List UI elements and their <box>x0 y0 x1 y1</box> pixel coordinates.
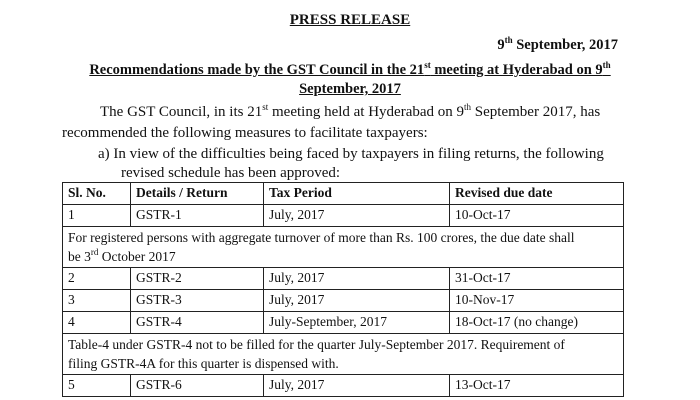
cell-due-date: 10-Nov-17 <box>450 290 624 312</box>
note-cell: For registered persons with aggregate turnover of more than Rs. 100 crores, the due date shall be 3rd October 2017 <box>63 227 624 268</box>
cell-due-date: 31-Oct-17 <box>450 268 624 290</box>
table-row <box>63 312 624 334</box>
header-details: Details / Return <box>131 183 264 205</box>
cell-tax-period: July, 2017 <box>264 290 450 312</box>
header-tax-period: Tax Period <box>264 183 450 205</box>
cell-sl-no: 3 <box>63 290 131 312</box>
item-a-line-1: a) In view of the difficulties being faced by taxpayers in filing returns, the following <box>98 146 604 162</box>
cell-sl-no: 1 <box>63 205 131 227</box>
table-row <box>63 268 624 290</box>
table-row <box>63 290 624 312</box>
cell-return: GSTR-2 <box>131 268 264 290</box>
cell-due-date: 18-Oct-17 (no change) <box>450 312 624 334</box>
header-sl-no: Sl. No. <box>63 183 131 205</box>
page-title: PRESS RELEASE <box>289 12 411 28</box>
heading-line-2: September, 2017 <box>299 81 401 97</box>
cell-sl-no: 4 <box>63 312 131 334</box>
cell-return: GSTR-1 <box>131 205 264 227</box>
cell-sl-no: 5 <box>63 375 131 397</box>
intro-line-1: The GST Council, in its 21st meeting held at Hyderabad on 9th September 2017, has <box>100 102 601 120</box>
note-cell: Table-4 under GSTR-4 not to be filled for the quarter July-September 2017. Requirement of filing GSTR-4A for this quarter is dispensed with. <box>63 334 624 375</box>
cell-tax-period: July, 2017 <box>264 375 450 397</box>
table-header-row <box>63 183 624 205</box>
cell-return: GSTR-4 <box>131 312 264 334</box>
heading-line-1: Recommendations made by the GST Council in the 21st meeting at Hyderabad on 9th <box>89 60 611 78</box>
cell-return: GSTR-6 <box>131 375 264 397</box>
table-row <box>63 375 624 397</box>
cell-due-date: 10-Oct-17 <box>450 205 624 227</box>
cell-due-date: 13-Oct-17 <box>450 375 624 397</box>
table-row <box>63 205 624 227</box>
cell-tax-period: July, 2017 <box>264 268 450 290</box>
header-due-date: Revised due date <box>450 183 624 205</box>
table-note-row <box>63 334 624 375</box>
cell-sl-no: 2 <box>63 268 131 290</box>
release-date: 9th September, 2017 <box>497 35 618 53</box>
due-date-table <box>62 182 624 397</box>
item-a-line-2: revised schedule has been approved: <box>121 165 341 181</box>
table-note-row <box>63 227 624 268</box>
cell-tax-period: July-September, 2017 <box>264 312 450 334</box>
intro-line-2: recommended the following measures to facilitate taxpayers: <box>62 125 428 141</box>
cell-return: GSTR-3 <box>131 290 264 312</box>
cell-tax-period: July, 2017 <box>264 205 450 227</box>
